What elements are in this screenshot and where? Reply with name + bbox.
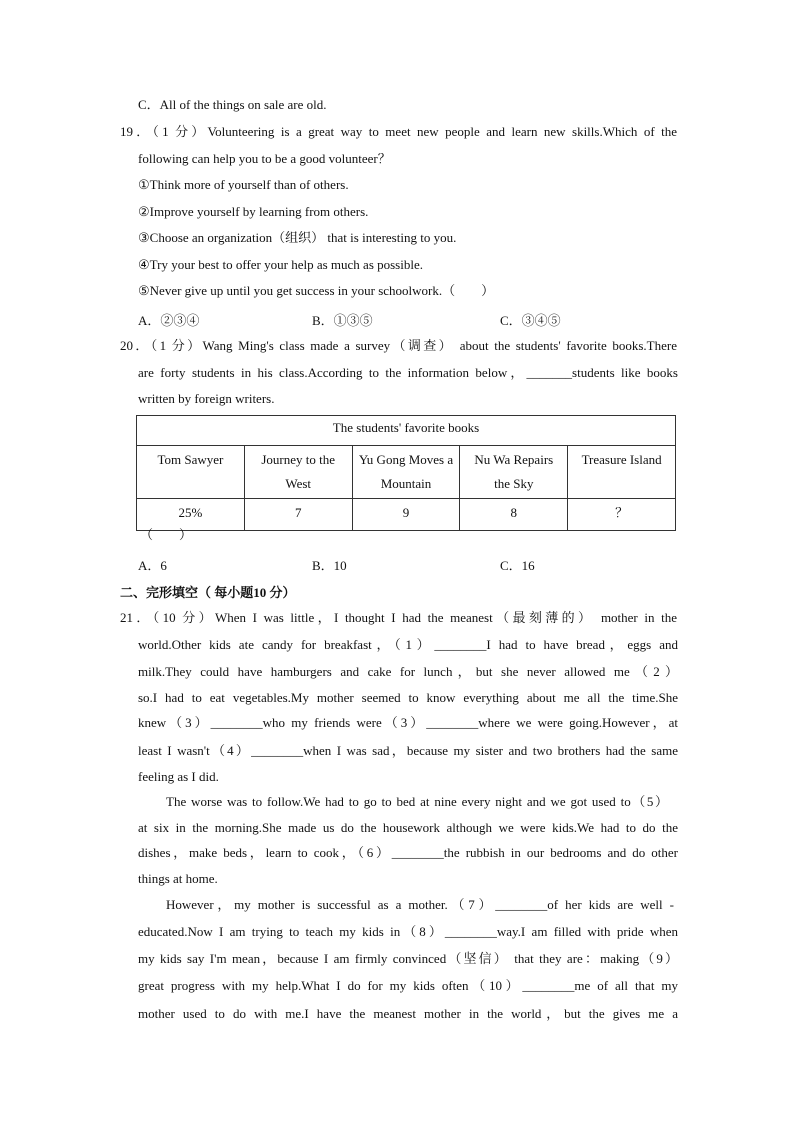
q21-p3-line-1: However，my mother is successful as a mother.（7）________of her kids are well - [166, 897, 674, 912]
q21-p3-line-5: mother used to do with me.I have the meanest mother in the world，but the gives me a [138, 1006, 678, 1021]
q21-p1-line-1: 21．（10 分）When I was little，I thought I had the meanest（最刻薄的） mother in the [120, 610, 677, 625]
q20-question-line-1: 20．（1 分）Wang Ming's class made a survey（调查） about the students' favorite books.There [120, 338, 677, 353]
q21-p1-line-6: least I wasn't（4）________when I was sad，because my sister and two brothers had the same [138, 743, 678, 758]
q21-p3-line-3: my kids say I'm mean，because I am firmly convinced（坚信） that they are：making（9） [138, 951, 678, 966]
q21-p2-line-4: things at home. [138, 871, 218, 886]
q21-p1-line-5: knew（3）________who my friends were（3）________where we were going.However，at [138, 715, 678, 730]
value-journey-to-the-west: 7 [244, 499, 352, 531]
header-nu-wa-repairs-the-sky: Nu Wa Repairs the Sky [460, 446, 568, 499]
q21-p2-line-1: The worse was to follow.We had to go to bed at nine every night and we got used to（5） [166, 794, 668, 809]
q20-option-c[interactable]: C．16 [500, 558, 535, 573]
q21-p2-line-2: at six in the morning.She made us do the housework although we were kids.We had to do the [138, 820, 678, 835]
table-header-row [137, 446, 676, 499]
q19-options [138, 310, 678, 326]
q21-p3-line-2: educated.Now I am trying to teach my kids in（8）________way.I am filled with pride when [138, 924, 678, 939]
q19-statement-2: ②Improve yourself by learning from others. [138, 204, 369, 219]
table-caption: The students' favorite books [137, 416, 676, 446]
q21-p1-line-7: feeling as I did. [138, 769, 219, 784]
q20-options [138, 555, 678, 571]
q19-statement-1: ①Think more of yourself than of others. [138, 177, 349, 192]
q20-option-a[interactable]: A．6 [138, 558, 167, 573]
q19-option-a[interactable]: A．②③④ [138, 313, 200, 328]
q20-option-b[interactable]: B．10 [312, 558, 347, 573]
header-tom-sawyer: Tom Sawyer [137, 446, 245, 499]
q20-question-line-3: written by foreign writers. [138, 391, 275, 406]
value-tom-sawyer: 25% [137, 499, 245, 531]
q21-p1-line-2: world.Other kids ate candy for breakfast，（1）________I had to have bread，eggs and [138, 637, 678, 652]
q19-statement-4: ④Try your best to offer your help as much as possible. [138, 257, 423, 272]
q18-option-c[interactable]: C．All of the things on sale are old. [138, 97, 327, 112]
q21-p1-line-4: so.I had to eat vegetables.My mother seemed to know everything about me all the time.She [138, 690, 678, 705]
value-yu-gong-moves-a-mountain: 9 [352, 499, 460, 531]
q19-question-line-2: following can help you to be a good volunteer？ [138, 151, 391, 166]
table-value-row [137, 499, 676, 531]
q19-statement-5: ⑤Never give up until you get success in your schoolwork.（ ） [138, 283, 495, 298]
header-treasure-island: Treasure Island [568, 446, 676, 499]
q19-option-c[interactable]: C．③④⑤ [500, 313, 561, 328]
value-nu-wa-repairs-the-sky: 8 [460, 499, 568, 531]
q21-p1-line-3: milk.They could have hamburgers and cake for lunch，but she never allowed me（2） [138, 664, 678, 679]
q20-answer-blank: （ ） [140, 527, 193, 542]
value-treasure-island: ？ [568, 499, 676, 531]
q21-p3-line-4: great progress with my help.What I do for my kids often（10）________me of all that my [138, 978, 678, 993]
header-yu-gong-moves-a-mountain: Yu Gong Moves a Mountain [352, 446, 460, 499]
header-journey-to-the-west: Journey to the West [244, 446, 352, 499]
favorite-books-table [136, 415, 676, 531]
q19-question-line-1: 19．（1 分）Volunteering is a great way to meet new people and learn new skills.Which of the [120, 124, 677, 139]
q20-question-line-2: are forty students in his class.According to the information below，_______students like books [138, 365, 678, 380]
q19-statement-3: ③Choose an organization（组织） that is interesting to you. [138, 230, 457, 245]
q19-option-b[interactable]: B．①③⑤ [312, 313, 373, 328]
section-title-cloze: 二、完形填空（ 每小题10 分） [120, 585, 296, 600]
q21-p2-line-3: dishes，make beds，learn to cook，（6）________the rubbish in our bedrooms and do other [138, 845, 678, 860]
